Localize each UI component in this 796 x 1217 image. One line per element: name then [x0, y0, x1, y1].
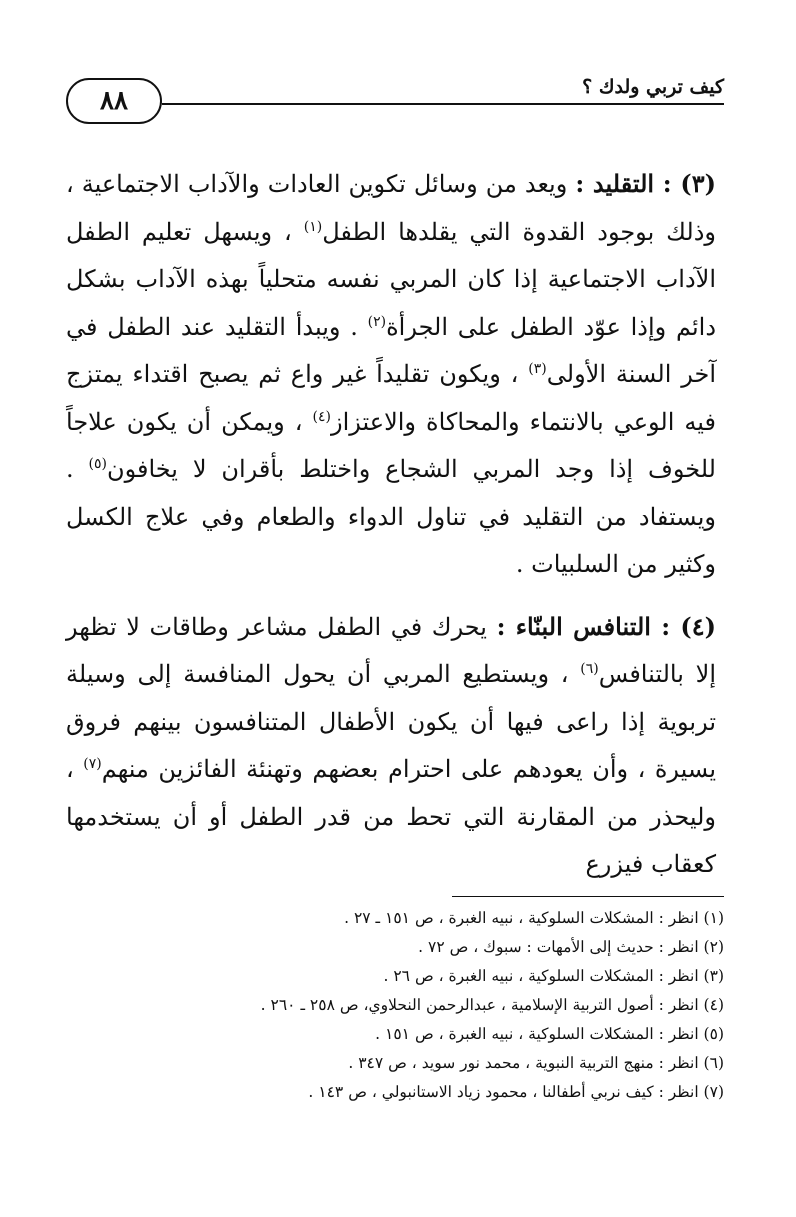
running-title: كيف تربي ولدك ؟	[574, 76, 724, 98]
footnote: (٣) انظر : المشكلات السلوكية ، نبيه الغبرة ، ص ٢٦ .	[383, 967, 724, 985]
footnote: (٤) انظر : أصول التربية الإسلامية ، عبدالرحمن النحلاوي، ص ٢٥٨ ـ ٢٦٠ .	[260, 996, 724, 1014]
page-header	[48, 78, 724, 132]
text-segment: . ويستفاد من التقليد في تناول الدواء والطعام وفي علاج الكسل وكثير من السلبيات .	[66, 455, 716, 578]
footnote: (٧) انظر : كيف نربي أطفالنا ، محمود زياد الاستانبولي ، ص ١٤٣ .	[308, 1083, 724, 1101]
main-text	[66, 160, 716, 903]
text-segment: ، ويكون تقليداً غير واع ثم يصبح اقتداء يمتزج فيه الوعي بالانتماء والمحاكاة والاعتزاز	[66, 360, 716, 436]
paragraph-competition	[66, 603, 716, 889]
text-segment: يحرك في الطفل مشاعر وطاقات لا تظهر إلا بالتنافس	[66, 612, 716, 688]
footnote: (١) انظر : المشكلات السلوكية ، نبيه الغبرة ، ص ١٥١ ـ ٢٧ .	[344, 909, 724, 927]
footnote-ref: (١)	[303, 218, 323, 235]
text-segment: ، ويمكن أن يكون علاجاً للخوف إذا وجد المربي الشجاع واختلط بأقران لا يخافون	[66, 407, 716, 483]
footnote-ref: (٣)	[528, 361, 547, 377]
footnote: (٦) انظر : منهج التربية النبوية ، محمد نور سويد ، ص ٣٤٧ .	[348, 1054, 724, 1072]
footnote: (٢) انظر : حديث إلى الأمهات : سبوك ، ص ٧٢ .	[418, 938, 724, 956]
section-heading: (٤) : التنافس البنّاء :	[496, 611, 716, 641]
footnote-ref: (٢)	[367, 313, 387, 330]
page-number: ٨٨	[66, 78, 162, 124]
paragraph-imitation	[66, 160, 716, 589]
text-segment: . ويبدأ التقليد عند الطفل في آخر السنة الأولى	[66, 312, 716, 388]
footnote-ref: (٤)	[312, 408, 331, 425]
footnote-ref: (٦)	[580, 661, 599, 677]
footnote-ref: (٧)	[83, 756, 102, 772]
footnotes	[130, 904, 724, 1107]
header-rule	[162, 103, 724, 105]
text-segment: ويعد من وسائل تكوين العادات والآداب الاجتماعية ، وذلك بوجود القدوة التي يقلدها الطفل	[66, 170, 716, 246]
text-segment: ، ويسهل تعليم الطفل الآداب الاجتماعية إذا كان المربي نفسه متحلياً بهذه الآداب بشكل دائم وإذا عوّد الطفل على الجرأة	[66, 217, 717, 341]
footnote-ref: (٥)	[88, 456, 107, 472]
footnote: (٥) انظر : المشكلات السلوكية ، نبيه الغبرة ، ص ١٥١ .	[375, 1025, 724, 1043]
text-segment: ، ويستطيع المربي أن يحول المنافسة إلى وسيلة تربوية إذا راعى فيها أن يكون الأطفال المتنافسون بينهم فروق يسيرة ، وأن يعودهم على احترام بعضهم وتهنئة الفائزين منهم	[66, 660, 717, 783]
footnote-separator	[452, 896, 724, 897]
section-heading: (٣) : التقليد :	[575, 169, 716, 198]
text-segment: ، وليحذر من المقارنة التي تحط من قدر الطفل أو أن يستخدمها كعقاب فيزرع	[66, 755, 716, 878]
